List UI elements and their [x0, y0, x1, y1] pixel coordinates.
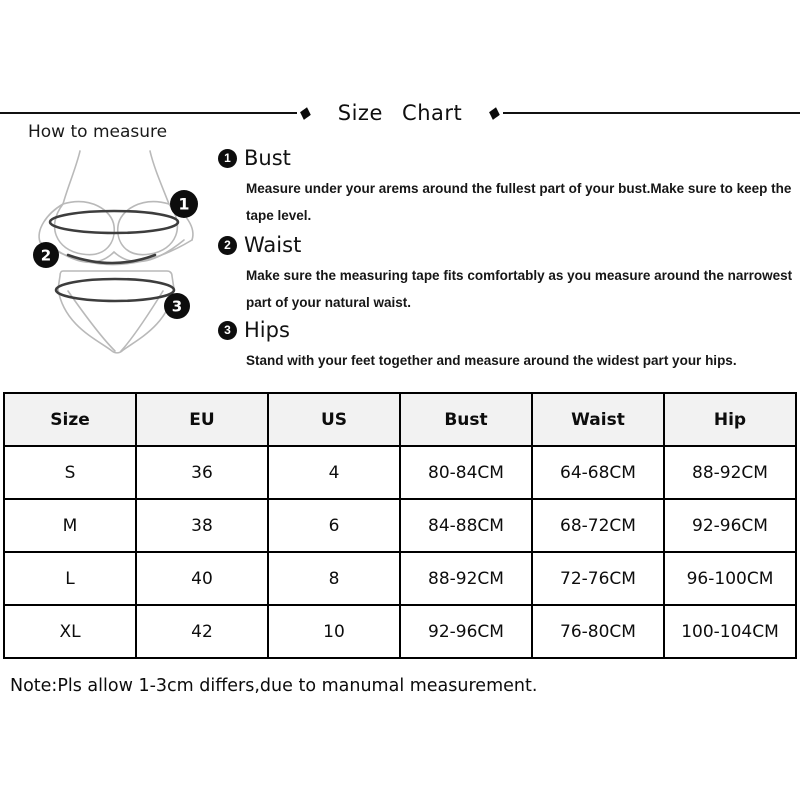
eu-cell: 36: [136, 446, 268, 499]
hip-cell: 100-104CM: [664, 605, 796, 658]
table-row-xl: [4, 605, 796, 658]
col-header-size: Size: [4, 393, 136, 446]
how-to-measure-label: How to measure: [28, 122, 168, 142]
col-header-us: US: [268, 393, 400, 446]
bust-cell: 92-96CM: [400, 605, 532, 658]
figure-badge-waist: [33, 242, 59, 268]
title-rule-left: [0, 112, 297, 114]
eu-cell: 42: [136, 605, 268, 658]
title-rule-right: [503, 112, 800, 114]
figure-badge-hips-number: 3: [171, 297, 183, 316]
figure-badge-waist-number: 2: [40, 246, 52, 265]
bust-cell: 80-84CM: [400, 446, 532, 499]
section-bust: [218, 146, 796, 229]
bust-section-title: Bust: [244, 146, 291, 170]
size-cell: L: [4, 552, 136, 605]
hips-number-badge: 3: [218, 321, 237, 340]
us-cell: 8: [268, 552, 400, 605]
section-waist: [218, 233, 796, 316]
figure-badge-bust-number: 1: [178, 194, 190, 214]
diamond-icon: ◆: [297, 101, 314, 124]
size-table: [3, 392, 797, 659]
bust-cell: 88-92CM: [400, 552, 532, 605]
us-cell: 10: [268, 605, 400, 658]
hip-cell: 88-92CM: [664, 446, 796, 499]
col-header-hip: Hip: [664, 393, 796, 446]
us-cell: 4: [268, 446, 400, 499]
col-header-eu: EU: [136, 393, 268, 446]
eu-cell: 38: [136, 499, 268, 552]
us-cell: 6: [268, 499, 400, 552]
table-row-l: [4, 552, 796, 605]
waist-cell: 68-72CM: [532, 499, 664, 552]
waist-cell: 72-76CM: [532, 552, 664, 605]
diamond-icon: ◆: [487, 101, 503, 124]
bust-cell: 84-88CM: [400, 499, 532, 552]
eu-cell: 40: [136, 552, 268, 605]
section-hips: [218, 318, 796, 374]
figure-badge-hips: [164, 293, 190, 319]
table-row-s: [4, 446, 796, 499]
bust-number-badge: 1: [218, 149, 237, 168]
col-header-waist: Waist: [532, 393, 664, 446]
hip-cell: 92-96CM: [664, 499, 796, 552]
measurement-illustration: [18, 148, 238, 363]
page-title: Size Chart: [337, 101, 463, 125]
measurement-note: Note:Pls allow 1-3cm differs,due to manumal measurement.: [10, 676, 538, 696]
col-header-bust: Bust: [400, 393, 532, 446]
size-cell: M: [4, 499, 136, 552]
hips-section-description: Stand with your feet together and measure around the widest part your hips.: [246, 353, 737, 368]
size-cell: S: [4, 446, 136, 499]
waist-section-description: Make sure the measuring tape fits comfortably as you measure around the narrowest part of your natural waist.: [246, 268, 793, 310]
hips-section-title: Hips: [244, 318, 290, 342]
waist-number-badge: 2: [218, 236, 237, 255]
bust-section-description: Measure under your arems around the fullest part of your bust.Make sure to keep the tape level.: [246, 181, 792, 223]
figure-badge-bust: [170, 190, 198, 218]
size-table-header-row: [4, 393, 796, 446]
hip-cell: 96-100CM: [664, 552, 796, 605]
waist-cell: 64-68CM: [532, 446, 664, 499]
table-row-m: [4, 499, 796, 552]
size-cell: XL: [4, 605, 136, 658]
waist-section-title: Waist: [244, 233, 302, 257]
waist-cell: 76-80CM: [532, 605, 664, 658]
